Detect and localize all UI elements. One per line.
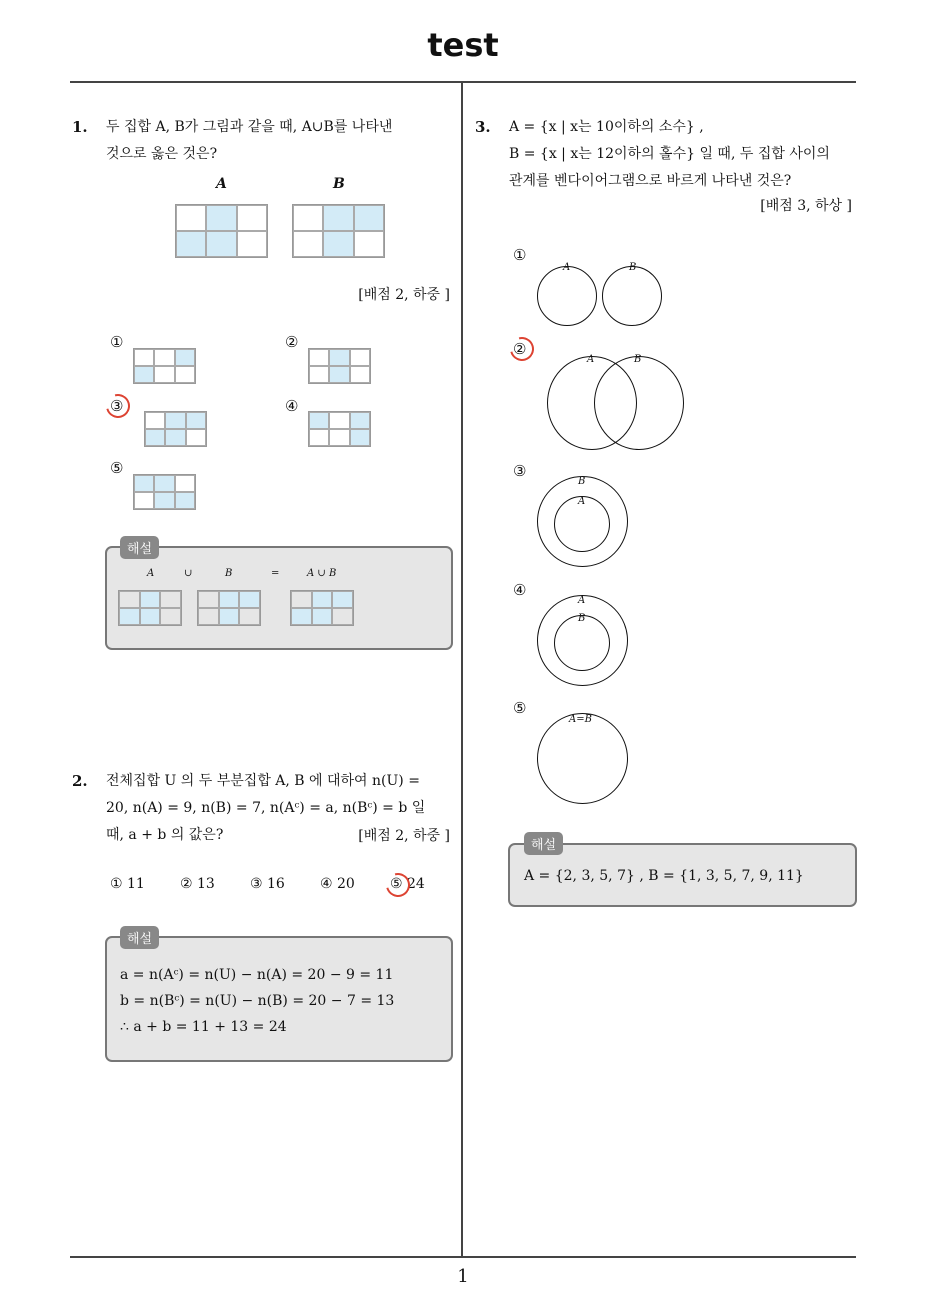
selected-answer-ring xyxy=(382,869,415,902)
grid-cell-filled xyxy=(206,231,236,257)
grid-cell-empty xyxy=(329,412,349,429)
q1-option-2-marker[interactable]: ② xyxy=(285,333,299,351)
q1-option-3-grid[interactable] xyxy=(144,411,207,447)
q1-option-1-grid[interactable] xyxy=(133,348,196,384)
q1-expl-label-result: A ∪ B xyxy=(307,568,337,579)
grid-cell-filled xyxy=(175,349,195,366)
grid-cell-empty xyxy=(160,608,181,625)
q3-option-2-label-a: A xyxy=(587,354,595,365)
q3-option-1-marker[interactable]: ① xyxy=(513,246,527,264)
q1-set-a-label: A xyxy=(216,176,227,192)
q3-explanation-tag: 해설 xyxy=(524,832,563,855)
grid-cell-empty xyxy=(350,349,370,366)
grid-cell-filled xyxy=(154,492,174,509)
grid-cell-empty xyxy=(332,608,353,625)
grid-cell-filled xyxy=(206,205,236,231)
q1-expl-equals-sign: = xyxy=(271,568,280,579)
grid-cell-filled xyxy=(175,492,195,509)
grid-cell-filled xyxy=(134,475,154,492)
question-3-meta: [배점 3, 하상 ] xyxy=(760,198,852,214)
q1-expl-union-sign: ∪ xyxy=(184,568,193,579)
grid-cell-filled xyxy=(219,591,240,608)
q3-option-2-label-b: B xyxy=(634,354,642,365)
q2-option-value: 13 xyxy=(197,876,215,892)
grid-cell-filled xyxy=(145,429,165,446)
grid-cell-empty xyxy=(239,608,260,625)
q3-option-4-inner-label: B xyxy=(578,613,586,624)
q2-explanation-line: ∴ a + b = 11 + 13 = 24 xyxy=(120,1019,287,1035)
grid-cell-filled xyxy=(332,591,353,608)
question-2-line: 20, n(A) = 9, n(B) = 7, n(Aᶜ) = a, n(Bᶜ) = b 일 xyxy=(106,800,426,816)
grid-cell-empty xyxy=(198,608,219,625)
q3-option-1-label-a: A xyxy=(563,262,571,273)
grid-cell-empty xyxy=(350,366,370,383)
q2-option-marker: ② xyxy=(180,876,193,892)
q3-option-4-outer-label: A xyxy=(578,595,586,606)
q3-option-5-marker[interactable]: ⑤ xyxy=(513,699,527,717)
grid-cell-empty xyxy=(309,366,329,383)
q1-option-3-marker[interactable]: ③ xyxy=(110,397,124,415)
grid-cell-filled xyxy=(140,591,161,608)
grid-cell-empty xyxy=(154,366,174,383)
grid-cell-filled xyxy=(350,429,370,446)
q2-explanation-box xyxy=(105,936,453,1062)
grid-cell-filled xyxy=(323,231,353,257)
grid-cell-filled xyxy=(186,412,206,429)
grid-cell-empty xyxy=(119,591,140,608)
q2-option-3[interactable] xyxy=(250,876,285,892)
q1-set-a-grid xyxy=(175,204,268,258)
grid-cell-empty xyxy=(186,429,206,446)
grid-cell-empty xyxy=(237,231,267,257)
q2-option-value: 20 xyxy=(337,876,355,892)
grid-cell-empty xyxy=(134,349,154,366)
q1-option-4-grid[interactable] xyxy=(308,411,371,447)
q2-option-value: 16 xyxy=(267,876,285,892)
grid-cell-filled xyxy=(119,608,140,625)
question-1-number: 1. xyxy=(72,118,88,136)
q2-option-marker: ③ xyxy=(250,876,263,892)
grid-cell-filled xyxy=(140,608,161,625)
grid-cell-filled xyxy=(165,429,185,446)
grid-cell-empty xyxy=(293,231,323,257)
selected-answer-ring xyxy=(102,390,135,423)
grid-cell-filled xyxy=(291,608,312,625)
grid-cell-filled xyxy=(165,412,185,429)
q2-option-4[interactable] xyxy=(320,876,355,892)
page-number: 1 xyxy=(457,1266,469,1287)
grid-cell-filled xyxy=(312,591,333,608)
question-3-line: A = {x | x는 10이하의 소수} , xyxy=(509,119,704,135)
header-rule xyxy=(70,81,856,83)
q3-explanation-line: A = {2, 3, 5, 7} , B = {1, 3, 5, 7, 9, 11} xyxy=(524,868,804,884)
q1-expl-label-a: A xyxy=(147,568,155,579)
grid-cell-empty xyxy=(154,349,174,366)
question-1-meta: [배점 2, 하중 ] xyxy=(358,287,450,303)
selected-answer-ring xyxy=(506,333,539,366)
q1-expl-grid-b xyxy=(197,590,261,626)
grid-cell-filled xyxy=(350,412,370,429)
q2-option-1[interactable] xyxy=(110,876,145,892)
q3-option-1-label-b: B xyxy=(629,262,637,273)
grid-cell-filled xyxy=(354,205,384,231)
q2-explanation-tag: 해설 xyxy=(120,926,159,949)
q2-option-value: 11 xyxy=(127,876,145,892)
question-2-number: 2. xyxy=(72,772,88,790)
grid-cell-empty xyxy=(160,591,181,608)
q1-explanation-tag: 해설 xyxy=(120,536,159,559)
grid-cell-filled xyxy=(323,205,353,231)
question-1-line: 것으로 옳은 것은? xyxy=(106,146,218,162)
q3-option-5-circle[interactable] xyxy=(537,713,628,804)
question-3-number: 3. xyxy=(475,118,491,136)
grid-cell-filled xyxy=(312,608,333,625)
column-divider xyxy=(461,82,463,1258)
q1-set-b-label: B xyxy=(333,176,345,192)
q3-option-1-circle-b[interactable] xyxy=(602,266,662,326)
grid-cell-empty xyxy=(329,429,349,446)
grid-cell-empty xyxy=(309,349,329,366)
question-1-line: 두 집합 A, B가 그림과 같을 때, A∪B를 나타낸 xyxy=(106,119,393,135)
q3-option-5-label: A=B xyxy=(569,714,592,725)
q2-explanation-line: b = n(Bᶜ) = n(U) − n(B) = 20 − 7 = 13 xyxy=(120,993,395,1009)
q1-option-2-grid[interactable] xyxy=(308,348,371,384)
question-1-text xyxy=(106,114,451,168)
grid-cell-empty xyxy=(354,231,384,257)
question-3-line: 관계를 벤다이어그램으로 바르게 나타낸 것은? xyxy=(509,173,792,189)
grid-cell-empty xyxy=(175,366,195,383)
grid-cell-empty xyxy=(309,429,329,446)
q3-option-3-outer-label: B xyxy=(578,476,586,487)
q1-set-b-grid xyxy=(292,204,385,258)
grid-cell-empty xyxy=(176,205,206,231)
q1-expl-grid-a xyxy=(118,590,182,626)
q3-option-4-marker[interactable]: ④ xyxy=(513,581,527,599)
q1-expl-label-b: B xyxy=(225,568,233,579)
grid-cell-empty xyxy=(175,475,195,492)
question-2-line: 전체집합 U 의 두 부분집합 A, B 에 대하여 n(U) = xyxy=(106,773,420,789)
grid-cell-empty xyxy=(291,591,312,608)
footer-rule xyxy=(70,1256,856,1258)
grid-cell-empty xyxy=(134,492,154,509)
grid-cell-filled xyxy=(219,608,240,625)
grid-cell-filled xyxy=(134,366,154,383)
q2-option-marker: ⑤ xyxy=(390,876,403,892)
grid-cell-empty xyxy=(198,591,219,608)
q3-option-3-marker[interactable]: ③ xyxy=(513,462,527,480)
q1-option-5-marker[interactable]: ⑤ xyxy=(110,459,124,477)
page-title: test xyxy=(427,26,499,64)
grid-cell-filled xyxy=(329,366,349,383)
question-2-meta: [배점 2, 하중 ] xyxy=(358,828,450,844)
q1-expl-grid-result xyxy=(290,590,354,626)
grid-cell-empty xyxy=(293,205,323,231)
q1-option-5-grid[interactable] xyxy=(133,474,196,510)
grid-cell-filled xyxy=(154,475,174,492)
question-2-line: 때, a + b 의 값은? xyxy=(106,827,224,843)
q1-explanation-box xyxy=(105,546,453,650)
grid-cell-filled xyxy=(309,412,329,429)
grid-cell-filled xyxy=(176,231,206,257)
question-3-line: B = {x | x는 12이하의 홀수} 일 때, 두 집합 사이의 xyxy=(509,146,830,162)
q3-option-1-circle-a[interactable] xyxy=(537,266,597,326)
q1-option-1-marker[interactable]: ① xyxy=(110,333,124,351)
grid-cell-filled xyxy=(239,591,260,608)
q2-option-2[interactable] xyxy=(180,876,215,892)
q1-option-4-marker[interactable]: ④ xyxy=(285,397,299,415)
q2-explanation-line: a = n(Aᶜ) = n(U) − n(A) = 20 − 9 = 11 xyxy=(120,967,394,983)
question-3-text xyxy=(509,114,854,195)
q2-option-value: 24 xyxy=(407,876,425,892)
q3-option-2-circle-b[interactable] xyxy=(594,356,684,450)
q2-option-marker: ④ xyxy=(320,876,333,892)
q3-option-3-inner-label: A xyxy=(578,496,586,507)
q3-option-2-marker[interactable]: ② xyxy=(513,340,527,358)
grid-cell-empty xyxy=(237,205,267,231)
grid-cell-empty xyxy=(145,412,165,429)
q2-option-marker: ① xyxy=(110,876,123,892)
grid-cell-filled xyxy=(329,349,349,366)
